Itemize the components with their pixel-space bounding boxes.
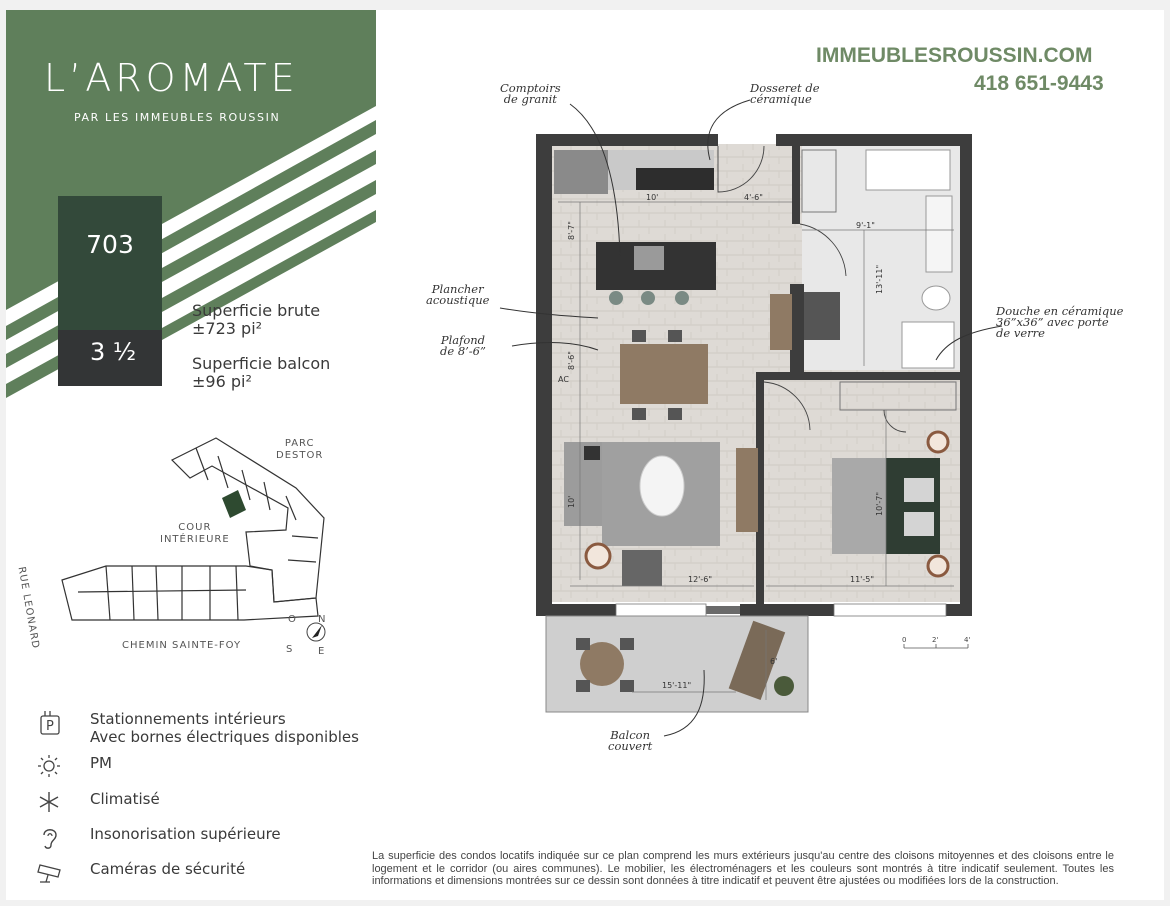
dim-living-width: 12'-6" [688,575,713,584]
brand-title: L’AROMATE [44,56,299,100]
unit-number: 703 [86,230,134,259]
dim-balcony-depth: 6' [770,657,778,666]
map-label-street-left: RUE LEONARD [15,565,41,650]
annotation-backsplash: Dosseret de céramique [750,81,820,106]
dim-dining-depth: 8'-6" [567,351,576,370]
feature-sun-label: PM [90,754,112,772]
floor-plan-sheet [6,10,1164,900]
feature-parking-line1: Stationnements intérieurs [90,710,286,728]
balcony-area-label: Superficie balcon [192,354,331,373]
dim-bath-width: 9'-1" [856,221,875,230]
feature-soundproofing-label: Insonorisation supérieure [90,825,281,843]
compass-s: S [286,644,294,655]
dim-bath-depth: 13'-11" [875,264,884,294]
ac-label-interior: AC [558,375,569,384]
dim-living-depth: 10' [567,495,576,508]
brand-subtitle: PAR LES IMMEUBLES ROUSSIN [74,111,281,124]
compass-o: O [288,614,297,625]
map-label-park: PARC DESTOR [276,438,324,461]
dim-kitchen-width: 10' [646,193,659,202]
balcony-area-value: ±96 pi² [192,372,252,391]
disclaimer-text: La superficie des condos locatifs indiquée sur ce plan comprend les murs extérieurs jusqu'au centre des cloisons mitoyennes et des cloisons entre le logement et le corridor (ou aires communes). Le mobilier, les électroménagers et les couleurs sont montrés à titre indicatif seulement. Toutes les informations et dimensions montrées sur ce dessin sont données à titre indicatif et peuvent être ajustées ou modifiées lors de la construction. [372,850,1114,887]
compass-n: N [318,614,327,625]
annotation-shower: Douche en céramique 36”x36” avec porte de verre [996,304,1124,340]
dim-balcony-width: 15'-11" [662,681,692,690]
annotation-balcony: Balcon couvert [608,728,653,753]
gross-area-label: Superficie brute [192,301,321,320]
svg-text:P: P [46,719,54,734]
dim-entry-width: 4'-6" [744,193,763,202]
annotation-ceiling: Plafond de 8’-6” [440,333,486,358]
scale-four: 4' [964,636,971,644]
dim-bedroom-width: 11'-5" [850,575,875,584]
dim-kitchen-depth: 8'-7" [567,221,576,240]
map-label-courtyard: COUR INTÉRIEURE [160,522,230,545]
feature-cameras-label: Caméras de sécurité [90,860,246,878]
floor-plan [6,10,1164,900]
map-label-street-bottom: CHEMIN SAINTE-FOY [122,640,242,651]
unit-type: 3 ½ [90,338,137,366]
scale-zero: 0 [902,636,907,644]
gross-area-value: ±723 pi² [192,319,263,338]
scale-two: 2' [932,636,939,644]
feature-ac-label: Climatisé [90,790,160,808]
annotation-floor: Plancher acoustique [426,282,490,307]
annotation-counters: Comptoirs de granit [500,81,561,106]
dim-bedroom-depth: 10'-7" [875,491,884,516]
website-link[interactable]: IMMEUBLESROUSSIN.COM [816,44,1093,67]
phone-number[interactable]: 418 651-9443 [974,72,1104,95]
feature-parking-line2: Avec bornes électriques disponibles [90,728,359,746]
compass-e: E [318,646,326,657]
